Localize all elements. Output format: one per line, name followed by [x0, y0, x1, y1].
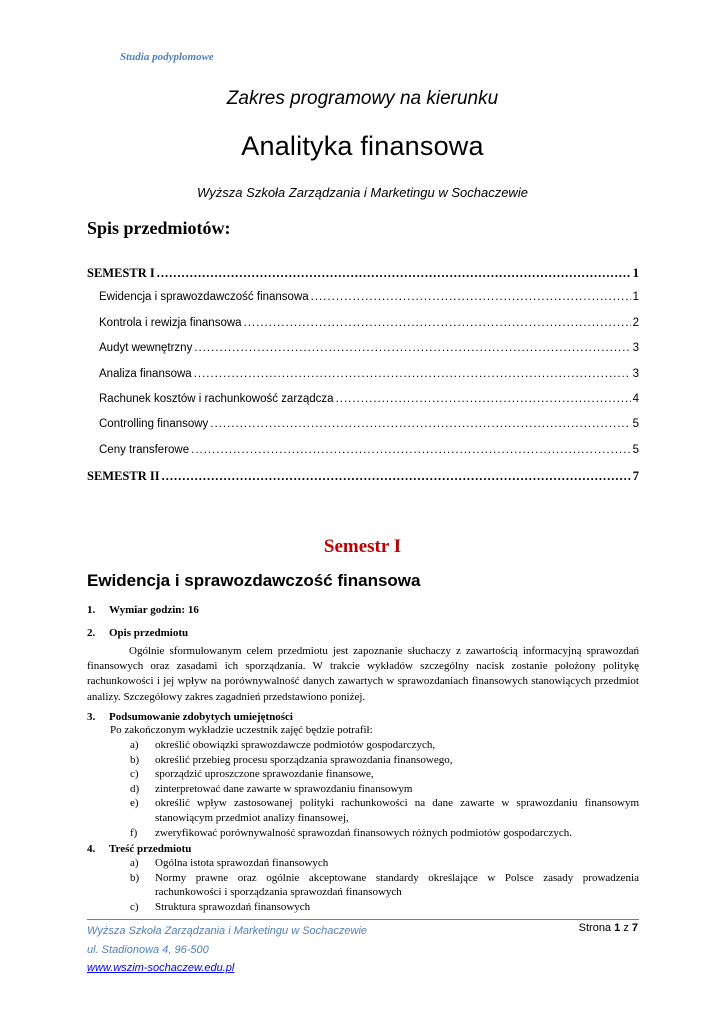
- school-name: Wyższa Szkoła Zarządzania i Marketingu w Sochaczewie: [197, 185, 528, 200]
- content-list: [130, 856, 639, 914]
- subject-heading: Ewidencja i sprawozdawczość finansowa: [87, 571, 421, 590]
- header-note: Studia podyplomowe: [120, 51, 214, 63]
- description-paragraph: Ogólnie sformułowanym celem przedmiotu jest zapoznanie słuchaczy z zawartością informacyjną sprawozdań finansowych oraz zasadami ich sporządzania. W trakcie wykładów szczególny nacisk zostanie położony politykę rachunkowości i jej wpływ na porównywalność danych zawartych w sprawozdaniach finansowych stanowiących przedmiot analizy. Szczegółowy zakres zagadnień przedstawiono poniżej.: [87, 645, 639, 703]
- list-item: b) Normy prawne oraz ogólnie akceptowane standardy określające w Polsce zasady prowadzenia rachunkowości i sporządzania sprawozdań finansowych: [130, 871, 639, 899]
- list-item: a) Ogólna istota sprawozdań finansowych: [130, 857, 329, 869]
- skills-lead: Po zakończonym wykładzie uczestnik zajęć będzie potrafił:: [110, 724, 373, 736]
- program-title: Analityka finansowa: [241, 131, 484, 161]
- toc-entry-ewidencja[interactable]: Ewidencja i sprawozdawczość finansowa ..... 1: [87, 291, 639, 316]
- section-skills-heading: 3. Podsumowanie zdobytych umiejętności: [87, 711, 293, 723]
- program-subtitle: Zakres programowy na kierunku: [226, 88, 499, 109]
- toc-entry-ceny-transferowe[interactable]: Ceny transferowe ..... 5: [87, 444, 639, 469]
- list-item: c) sporządzić uproszczone sprawozdanie finansowe,: [130, 768, 374, 781]
- section-content-heading: 4. Treść przedmiotu: [87, 843, 192, 855]
- footer-website-link[interactable]: www.wszim-sochaczew.edu.pl: [87, 962, 235, 974]
- footer-contact: [87, 922, 367, 978]
- toc-entry-audyt[interactable]: Audyt wewnętrzny ..... 3: [87, 342, 639, 367]
- list-item: f) zweryfikować porównywalność sprawozdań finansowych różnych podmiotów gospodarczych.: [130, 826, 572, 839]
- list-item: b) określić przebieg procesu sporządzania sprawozdania finansowego,: [130, 753, 453, 766]
- footer-divider: [87, 919, 639, 920]
- toc-entry-controlling[interactable]: Controlling finansowy ..... 5: [87, 418, 639, 443]
- toc-entry-rachunek-kosztow[interactable]: Rachunek kosztów i rachunkowość zarządcza ..... 4: [87, 393, 639, 418]
- page-counter: Strona 1 z 7: [578, 922, 638, 934]
- section-hours: 1. Wymiar godzin: 16: [87, 604, 199, 616]
- toc-entry-semestr-1[interactable]: SEMESTR I ..... 1: [87, 266, 639, 291]
- list-item: e) określić wpływ zastosowanej polityki rachunkowości na dane zawarte w sprawozdaniu finansowym stanowiącym przedmiot analizy finansowej,: [130, 797, 639, 824]
- list-item: d) zinterpretować dane zawarte w sprawozdaniu finansowym: [130, 782, 413, 795]
- toc-entry-semestr-2[interactable]: SEMESTR II ..... 7: [87, 469, 639, 494]
- toc-heading: Spis przedmiotów:: [87, 218, 231, 238]
- table-of-contents: [87, 266, 639, 495]
- toc-entry-kontrola[interactable]: Kontrola i rewizja finansowa ..... 2: [87, 317, 639, 342]
- list-item: c) Struktura sprawozdań finansowych: [130, 900, 311, 913]
- list-item: a) określić obowiązki sprawozdawcze podmiotów gospodarczych,: [130, 739, 436, 751]
- semester-heading: Semestr I: [323, 536, 402, 557]
- section-description-heading: 2. Opis przedmiotu: [87, 627, 189, 639]
- toc-entry-analiza[interactable]: Analiza finansowa ..... 3: [87, 368, 639, 393]
- footer-school: Wyższa Szkoła Zarządzania i Marketingu w Sochaczewie: [87, 925, 368, 937]
- footer-address: ul. Stadionowa 4, 96-500: [87, 943, 209, 956]
- skills-list: [130, 738, 639, 840]
